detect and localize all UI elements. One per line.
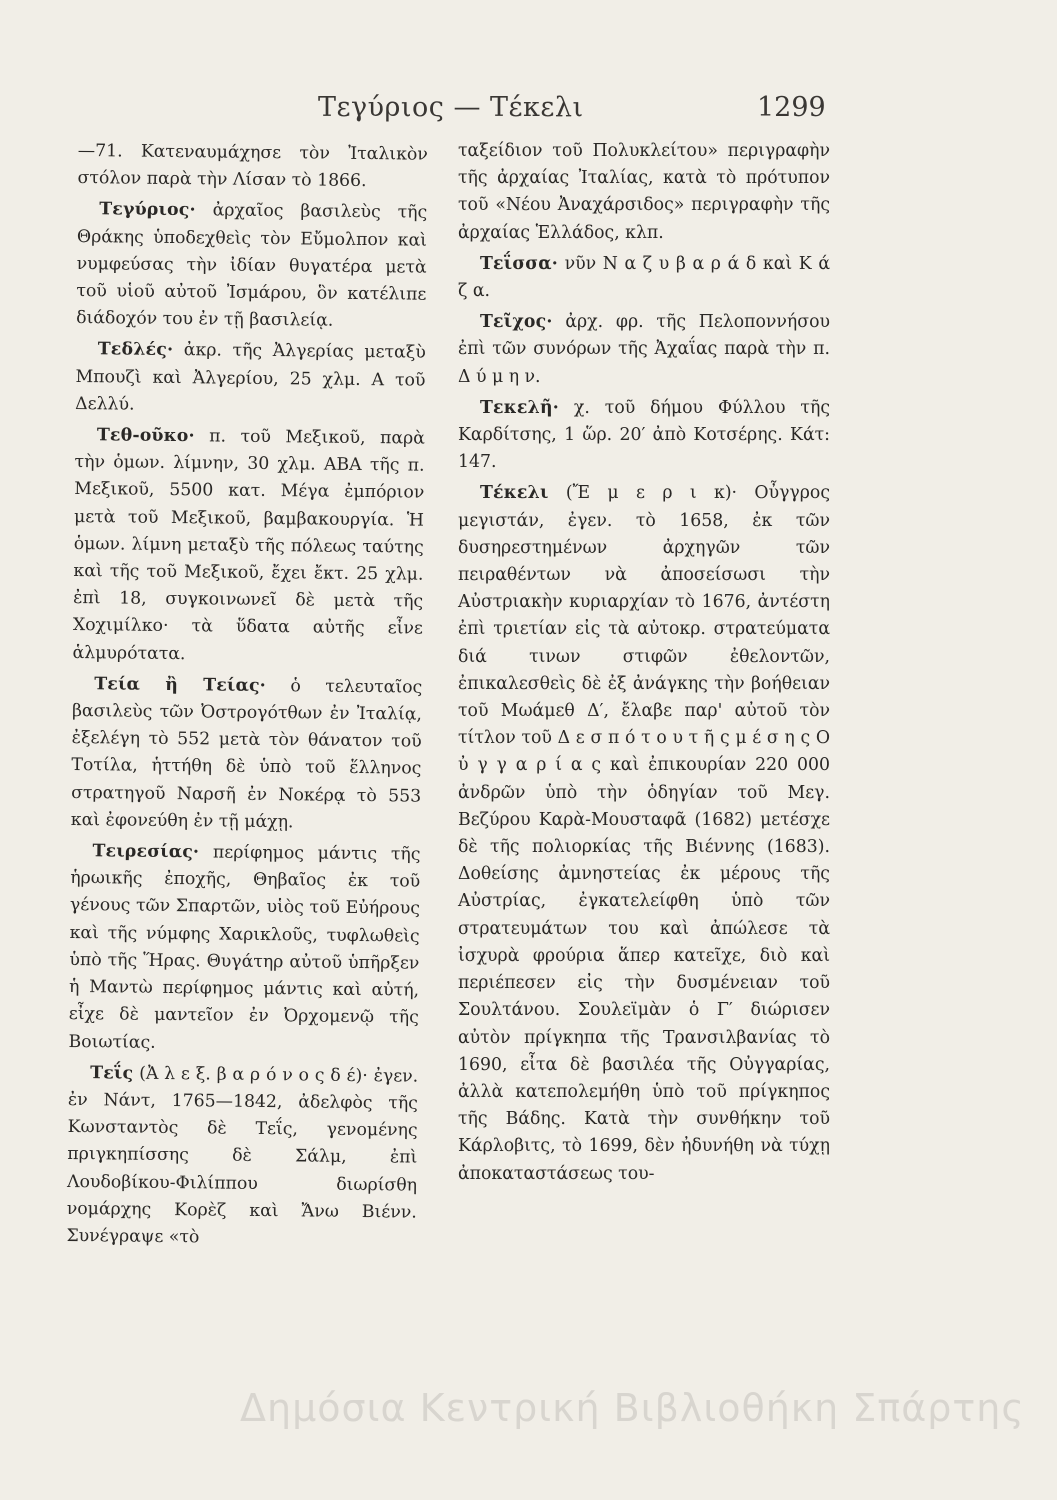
entry-text: χ. τοῦ δήμου Φύλλου τῆς Καρδίτσης, 1 ὥρ. 20′ ἀπὸ Κοτσέρης. Κάτ: 147. <box>458 397 830 473</box>
entry-headword: Τεία ἢ Τείας· <box>94 674 267 696</box>
entry-headword: Τεγύριος· <box>99 199 196 221</box>
dictionary-entry <box>66 1060 418 1254</box>
page-header <box>0 92 1057 132</box>
dictionary-entry <box>458 309 830 391</box>
entry-text: —71. Κατεναυμάχησε τὸν Ἰταλικὸν στόλον παρὰ τὴν Λίσαν τὸ 1866. <box>77 140 428 192</box>
running-head: Τεγύριος — Τέκελι <box>318 92 584 123</box>
dictionary-entry <box>72 422 425 670</box>
entry-text: νῦν Ν α ζ υ β α ρ ά δ καὶ Κ ά ζ α. <box>458 253 830 302</box>
entry-text: π. τοῦ Μεξικοῦ, παρὰ τὴν ὁμων. λίμνην, 30 χλμ. ΑΒΑ τῆς π. Μεξικοῦ, 5500 κατ. Μέγα ἐμπόριον μετὰ τοῦ Μεξικοῦ, βαμβακουργία. Ἡ ὁμων. λίμνη μεταξὺ τῆς πόλεως ταύτης καὶ τῆς τοῦ Μεξικοῦ, ἔχει ἔκτ. 25 χλμ. ἐπὶ 18, συγκοινωνεῖ δὲ μετὰ τῆς Χοχιμίλκο· τὰ ὕδατα αὐτῆς εἶνε ἁλμυρότατα. <box>72 426 425 664</box>
entry-headword: Τεΐσσα· <box>480 253 558 274</box>
entry-headword: Τεΐς <box>90 1062 134 1084</box>
dictionary-entry <box>458 251 830 305</box>
dictionary-entry <box>458 138 830 247</box>
entry-text: ἀρχαῖος βασιλεὺς τῆς Θράκης ὑποδεχθεὶς τὸν Εὔμολπον καὶ νυμφεύσας τὴν ἰδίαν θυγατέρα μετὰ τοῦ υἱοῦ αὐτοῦ Ἰσμάρου, ὃν κατέλιπε διάδοχόν του ἐν τῇ βασιλείᾳ. <box>76 200 428 331</box>
entry-text: ἀρχ. φρ. τῆς Πελοποννήσου ἐπὶ τῶν συνόρων τῆς Ἀχαΐας παρὰ τὴν π. Δ ύ μ η ν. <box>458 312 830 387</box>
entry-headword: Τεδλές· <box>97 339 174 361</box>
entry-text: (Ἀ λ ε ξ. β α ρ ό ν ο ς δ έ)· ἐγεν. ἐν Νάντ, 1765—1842, ἀδελφὸς τῆς Κωνσταντὸς δὲ Τεΐς, γενομένης πριγκηπίσσης δὲ Σάλμ, ἐπὶ Λουδοβίκου-Φιλίππου διωρίσθη νομάρχης Κορὲζ καὶ Ἄνω Βιένν. Συνέγραψε «τὸ <box>66 1063 419 1248</box>
entry-headword: Τεκελῆ· <box>480 397 559 418</box>
entry-text: ὁ τελευταῖος βασιλεὺς τῶν Ὀστρογότθων ἐν Ἰταλίᾳ, ἐξελέγη τὸ 552 μετὰ τὸν θάνατον τοῦ Τοτίλα, ἡττήθη δὲ ὑπὸ τοῦ ἕλληνος στρατηγοῦ Ναρσῆ ἐν Νοκέρᾳ τὸ 553 καὶ ἐφονεύθη ἐν τῇ μάχῃ. <box>70 676 423 833</box>
left-column <box>66 138 428 1258</box>
entry-text: περίφημος μάντις τῆς ἡρωικῆς ἐποχῆς, Θηβαῖος ἐκ τοῦ γένους τῶν Σπαρτῶν, υἱὸς τοῦ Εὐήρους καὶ τῆς νύμφης Χαρικλοῦς, τυφλωθεὶς ὑπὸ τῆς Ἥρας. Θυγάτηρ αὐτοῦ ὑπῆρξεν ἡ Μαντὼ περίφημος μάντις καὶ αὐτή, εἶχε δὲ μαντεῖον ἐν Ὀρχομενῷ τῆς Βοιωτίας. <box>68 842 421 1053</box>
dictionary-entry <box>77 138 428 196</box>
entry-text: ἀκρ. τῆς Ἀλγερίας μεταξὺ Μπουζὶ καὶ Ἀλγερίου, 25 χλμ. Α τοῦ Δελλύ. <box>75 340 426 415</box>
right-column <box>458 138 830 1192</box>
dictionary-entry <box>75 336 426 421</box>
page-number: 1299 <box>757 92 826 123</box>
entry-headword: Τέκελι <box>480 483 549 504</box>
dictionary-entry <box>458 395 830 477</box>
dictionary-entry <box>76 196 427 336</box>
dictionary-entry <box>458 480 830 1187</box>
entry-headword: Τεθ-οῦκο· <box>96 425 195 447</box>
library-watermark: Δημόσια Κεντρική Βιβλιοθήκη Σπάρτης <box>240 1386 1025 1430</box>
entry-text: (Ἔ μ ε ρ ι κ)· Οὖγγρος μεγιστάν, ἐγεν. τὸ 1658, ἐκ τῶν δυσηρεστημένων ἀρχηγῶν τῶν πειραθέντων νὰ ἀποσείσωσι τὴν Αὐστριακὴν κυριαρχίαν τὸ 1676, ἀντέστη ἐπὶ τριετίαν εἰς τὰ αὐτοκρ. στρατεύματα διά τινων στιφῶν ἐθελοντῶν, ἐπικαλεσθεὶς δὲ ἐξ ἀνάγκης τὴν βοήθειαν τοῦ Μωάμεθ Δ′, ἔλαβε παρ' αὐτοῦ τὸν τίτλον τοῦ Δ ε σ π ό τ ο υ τ ῆ ς μ έ σ η ς Ο ὐ γ γ α ρ ί α ς καὶ ἐπικουρίαν 220 000 ἀνδρῶν ὑπὸ τὴν ὁδηγίαν τοῦ Μεγ. Βεζύρου Καρὰ-Μουσταφᾶ (1682) μετέσχε δὲ τῆς πολιορκίας τῆς Βιέννης (1683). Δοθείσης ἀμνηστείας ἐκ μέρους τῆς Αὐστρίας, ἐγκατελείφθη ὑπὸ τῶν στρατευμάτων του καὶ ἀπώλεσε τὰ ἰσχυρὰ φρούρια ἅπερ κατεῖχε, διὸ καὶ περιέπεσεν εἰς τὴν δυσμένειαν τοῦ Σουλτάνου. Σουλεϊμὰν ὁ Γ′ διώρισεν αὐτὸν πρίγκηπα τῆς Τρανσιλβανίας τὸ 1690, εἶτα δὲ βασιλέα τῆς Οὐγγαρίας, ἀλλὰ κατεπολεμήθη ὑπὸ τοῦ πρίγκηπος τῆς Βάδης. Κατὰ τὴν συνθήκην τοῦ Κάρλοβιτς, τὸ 1699, δὲν ἠδυνήθη νὰ τύχῃ ἀποκαταστάσεως του- <box>458 483 830 1184</box>
dictionary-entry <box>71 671 423 838</box>
dictionary-entry <box>68 838 420 1059</box>
entry-text: ταξείδιον τοῦ Πολυκλείτου» περιγραφὴν τῆς ἀρχαίας Ἰταλίας, κατὰ τὸ πρότυπον τοῦ «Νέου Ἀναχάρσιδος» περιγραφὴν τῆς ἀρχαίας Ἑλλάδος, κλπ. <box>458 141 830 243</box>
entry-headword: Τειρεσίας· <box>92 841 200 863</box>
entry-headword: Τεῖχος· <box>480 312 553 333</box>
